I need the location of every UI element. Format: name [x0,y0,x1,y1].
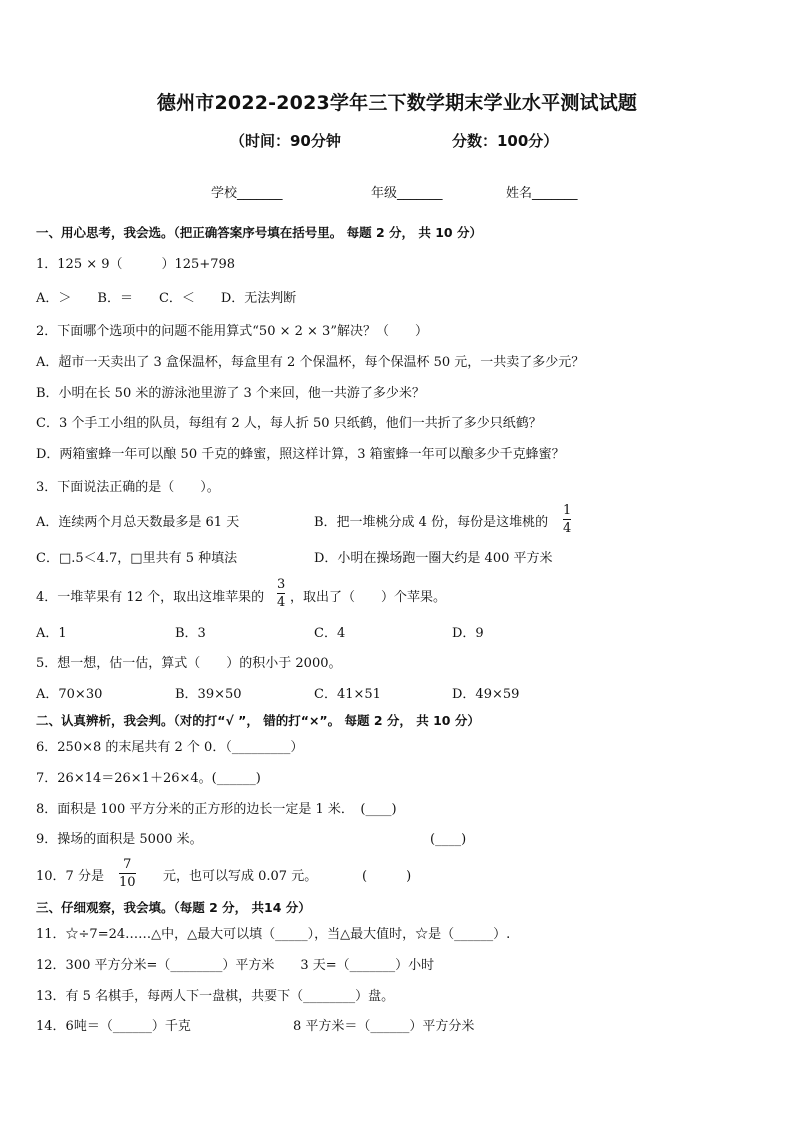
section-2-heading: 二、认真辨析，我会判。（对的打“√ ”， 错的打“×”。 每题 2 分， 共 10 分） [36,713,480,728]
question-5-option-d: D．49×59 [452,687,520,702]
question-5-option-c: C．41×51 [314,687,381,702]
question-10-stem: 10．7 分是 [36,869,104,884]
question-5-option-b: B．39×50 [175,687,242,702]
question-3-option-c: C．□.5＜4.7，□里共有 5 种填法 [36,551,238,566]
question-2-option-a: A．超市一天卖出了 3 盒保温杯，每盒里有 2 个保温杯，每个保温杯 50 元，一共卖了多少元？ [36,355,585,370]
question-11: 11．☆÷7=24……△中，△最大可以填（_____），当△最大值时，☆是（______）. [36,927,511,942]
fraction-one-quarter [563,503,571,536]
question-2-option-c: C．3 个手工小组的队员，每组有 2 人，每人折 50 只纸鹤，他们一共折了多少只纸鹤？ [36,416,542,431]
question-4-option-c: C．4 [314,626,346,641]
school-field: 学校_______ [211,186,283,201]
question-4-option-b: B．3 [175,626,206,641]
question-4-stem-end: ，取出了（ ）个苹果。 [290,590,447,605]
question-2-option-d: D．两箱蜜蜂一年可以酿 50 千克的蜂蜜，照这样计算，3 箱蜜蜂一年可以酿多少千克蜂蜜？ [36,447,565,462]
exam-score: 分数：100分） [452,132,559,150]
grade-field: 年级_______ [371,186,443,201]
section-1-heading: 一、用心思考，我会选。（把正确答案序号填在括号里。 每题 2 分， 共 10 分） [36,225,482,240]
question-5: 5．想一想，估一估，算式（ ）的积小于 2000。 [36,656,342,671]
question-10-stem-end: 元，也可以写成 0.07 元。 [163,869,318,884]
fraction-numerator: 1 [563,503,572,518]
fraction-denominator: 4 [277,595,286,610]
question-2-option-b: B．小明在长 50 米的游泳池里游了 3 个来回，他一共游了多少米？ [36,386,425,401]
question-14-part-a: 14．6吨＝（______）千克 [36,1019,191,1034]
question-10-blank: ( ) [362,869,412,884]
question-7: 7．26×14＝26×1＋26×4。(______) [36,771,261,786]
question-5-option-a: A．70×30 [36,687,103,702]
question-4-option-d: D．9 [452,626,484,641]
question-3-option-b: B．把一堆桃分成 4 份，每份是这堆桃的 [314,515,549,530]
section-3-heading: 三、仔细观察，我会填。（每题 2 分， 共14 分） [36,900,311,915]
exam-time: （时间：90分钟 [230,132,341,150]
name-field: 姓名_______ [506,186,578,201]
question-14-part-b: 8 平方米＝（______）平方分米 [293,1019,475,1034]
fraction-three-quarters [277,577,285,610]
question-9-blank: (____) [430,832,467,847]
question-12: 12．300 平方分米=（________）平方米 3 天=（_______）小时 [36,958,435,973]
fraction-denominator: 10 [119,875,136,890]
question-4-option-a: A．1 [36,626,67,641]
question-3: 3．下面说法正确的是（ ）。 [36,480,220,495]
question-6: 6．250×8 的末尾共有 2 个 0．（_________） [36,740,304,755]
question-1: 1．125 × 9（ ）125+798 [36,257,236,272]
page-title: 德州市2022-2023学年三下数学期末学业水平测试试题 [156,92,638,114]
question-2: 2．下面哪个选项中的问题不能用算式“50 × 2 × 3”解决？（ ） [36,324,428,339]
fraction-numerator: 7 [123,857,132,872]
question-3-option-a: A．连续两个月总天数最多是 61 天 [36,515,240,530]
question-8: 8．面积是 100 平方分米的正方形的边长一定是 1 米． (____) [36,802,397,817]
question-4-stem: 4．一堆苹果有 12 个，取出这堆苹果的 [36,590,265,605]
fraction-seven-tenths [119,857,136,890]
fraction-numerator: 3 [277,577,286,592]
question-3-option-d: D．小明在操场跑一圈大约是 400 平方米 [314,551,553,566]
question-9: 9．操场的面积是 5000 米。 [36,832,203,847]
question-13: 13．有 5 名棋手，每两人下一盘棋，共要下（________）盘。 [36,989,395,1004]
fraction-denominator: 4 [563,521,572,536]
question-1-options: A．＞ B．＝ C．＜ D．无法判断 [36,291,297,306]
